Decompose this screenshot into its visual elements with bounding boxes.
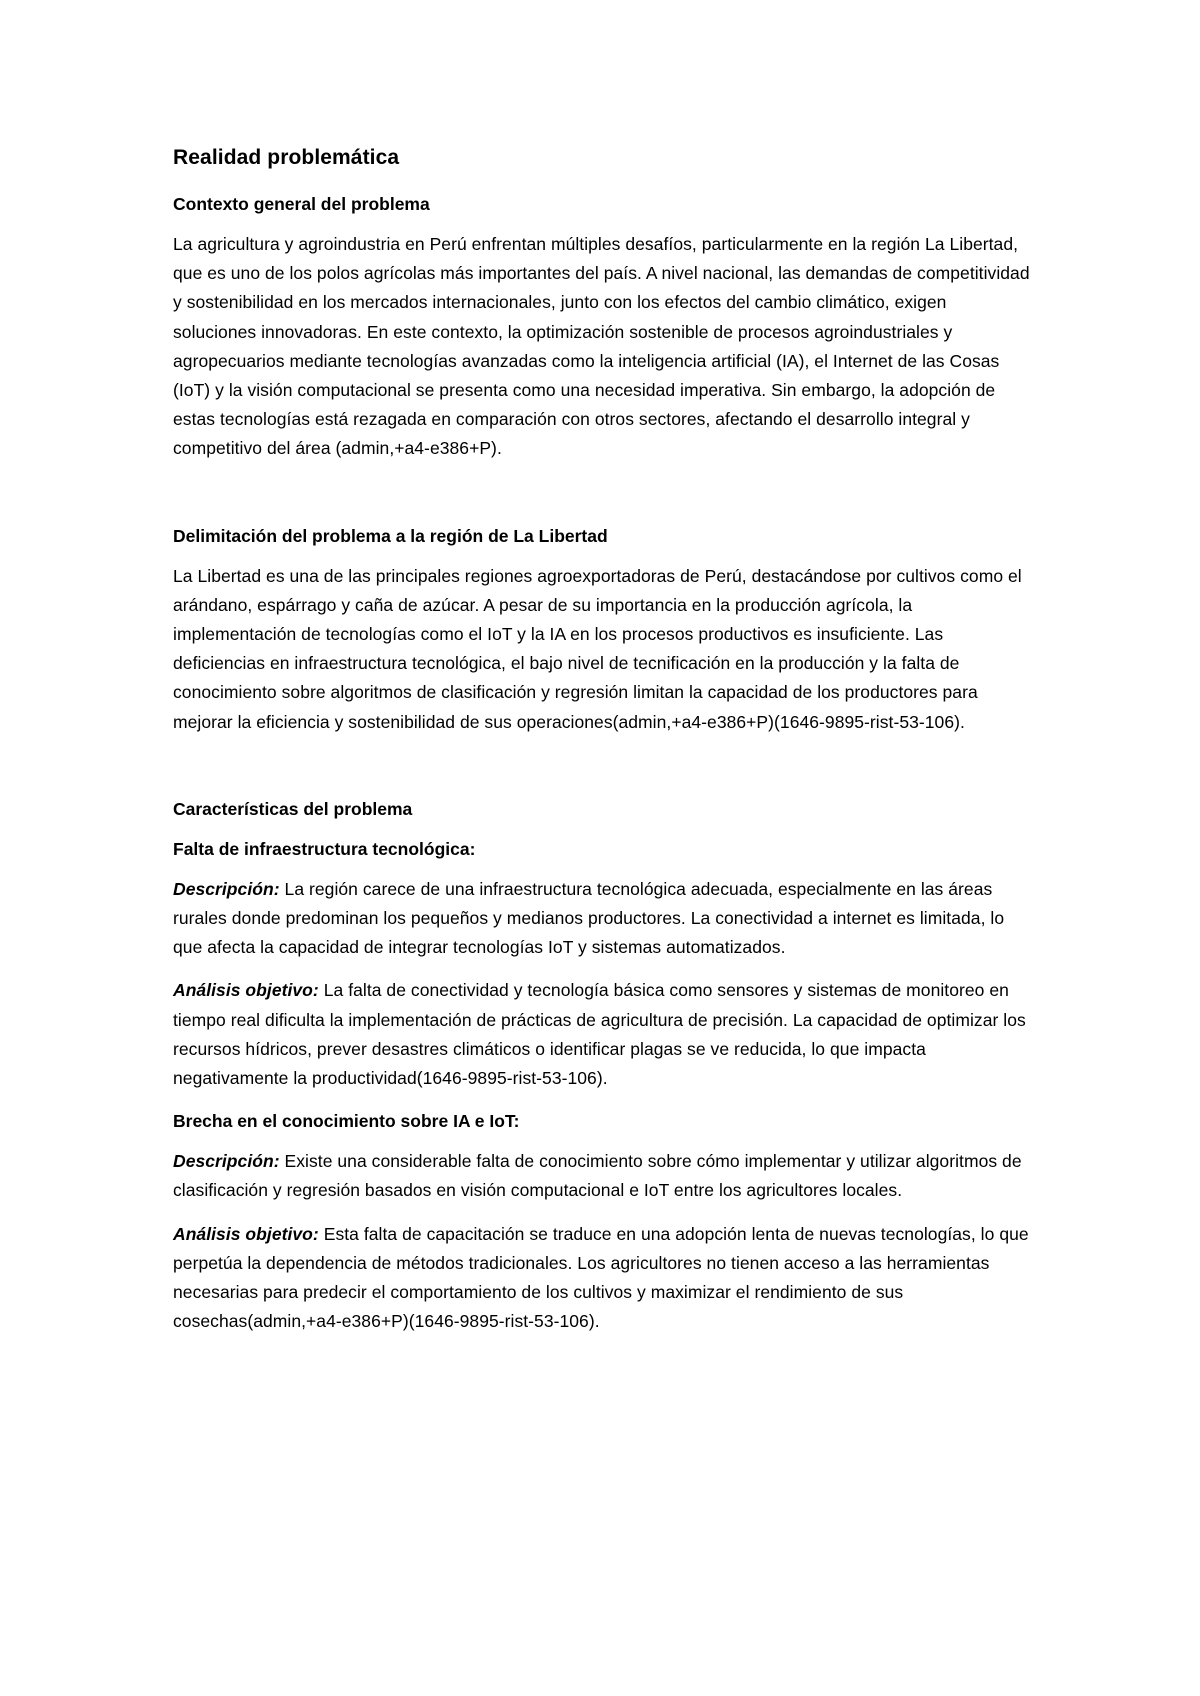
subsection-description-infrastructure — [173, 875, 1033, 963]
analysis-label: Análisis objetivo: — [173, 1223, 319, 1244]
subsection-analysis-knowledge-gap — [173, 1220, 1033, 1337]
subsection-analysis-infrastructure — [173, 976, 1033, 1093]
page-title: Realidad problemática — [173, 146, 400, 169]
subsection-heading-infrastructure: Falta de infraestructura tecnológica: — [173, 838, 476, 859]
analysis-text: Esta falta de capacitación se traduce en una adopción lenta de nuevas tecnologías, lo que perpetúa la dependencia de métodos tradicionales. Los agricultores no tienen acceso a las herramientas necesarias para predecir el comportamiento de los cultivos y maximizar el rendimiento de sus cosechas(admin,+a4-e386+P)(1646-9895-rist-53-106). — [173, 1223, 1029, 1332]
section-heading-characteristics: Características del problema — [173, 798, 413, 819]
section-heading-delimitation: Delimitación del problema a la región de La Libertad — [173, 525, 608, 546]
document-body — [173, 143, 1033, 1350]
description-text: Existe una considerable falta de conocimiento sobre cómo implementar y utilizar algoritmos de clasificación y regresión basados en visión computacional e IoT entre los agricultores locales. — [173, 1151, 1022, 1201]
analysis-text: La falta de conectividad y tecnología básica como sensores y sistemas de monitoreo en tiempo real dificulta la implementación de prácticas de agricultura de precisión. La capacidad de optimizar los recursos hídricos, prever desastres climáticos o identificar plagas se ve reducida, lo que impacta negativamente la productividad(1646-9895-rist-53-106). — [173, 980, 1026, 1089]
subsection-description-knowledge-gap — [173, 1147, 1033, 1205]
description-text: La región carece de una infraestructura tecnológica adecuada, especialmente en las áreas rurales donde predominan los pequeños y medianos productores. La conectividad a internet es limitada, lo que afecta la capacidad de integrar tecnologías IoT y sistemas automatizados. — [173, 878, 1005, 958]
description-label: Descripción: — [173, 1151, 280, 1172]
description-label: Descripción: — [173, 878, 280, 899]
section-heading-context: Contexto general del problema — [173, 194, 430, 214]
analysis-label: Análisis objetivo: — [173, 980, 319, 1001]
section-paragraph-delimitation: La Libertad es una de las principales regiones agroexportadoras de Perú, destacándose por cultivos como el arándano, espárrago y caña de azúcar. A pesar de su importancia en la producción agrícola, la implementación de tecnologías como el IoT y la IA en los procesos productivos es insuficiente. Las deficiencias en infraestructura tecnológica, el bajo nivel de tecnificación en la producción y la falta de conocimiento sobre algoritmos de clasificación y regresión limitan la capacidad de los productores para mejorar la eficiencia y sostenibilidad de sus operaciones(admin,+a4-e386+P)(1646-9895-rist-53-106). — [173, 565, 1022, 732]
subsection-heading-knowledge-gap: Brecha en el conocimiento sobre IA e IoT: — [173, 1111, 520, 1132]
section-paragraph-context: La agricultura y agroindustria en Perú enfrentan múltiples desafíos, particularmente en la región La Libertad, que es uno de los polos agrícolas más importantes del país. A nivel nacional, las demandas de competitividad y sostenibilidad en los mercados internacionales, junto con los efectos del cambio climático, exigen soluciones innovadoras. En este contexto, la optimización sostenible de procesos agroindustriales y agropecuarios mediante tecnologías avanzadas como la inteligencia artificial (IA), el Internet de las Cosas (IoT) y la visión computacional se presenta como una necesidad imperativa. Sin embargo, la adopción de estas tecnologías está rezagada en comparación con otros sectores, afectando el desarrollo integral y competitivo del área (admin,+a4-e386+P). — [173, 234, 1030, 459]
